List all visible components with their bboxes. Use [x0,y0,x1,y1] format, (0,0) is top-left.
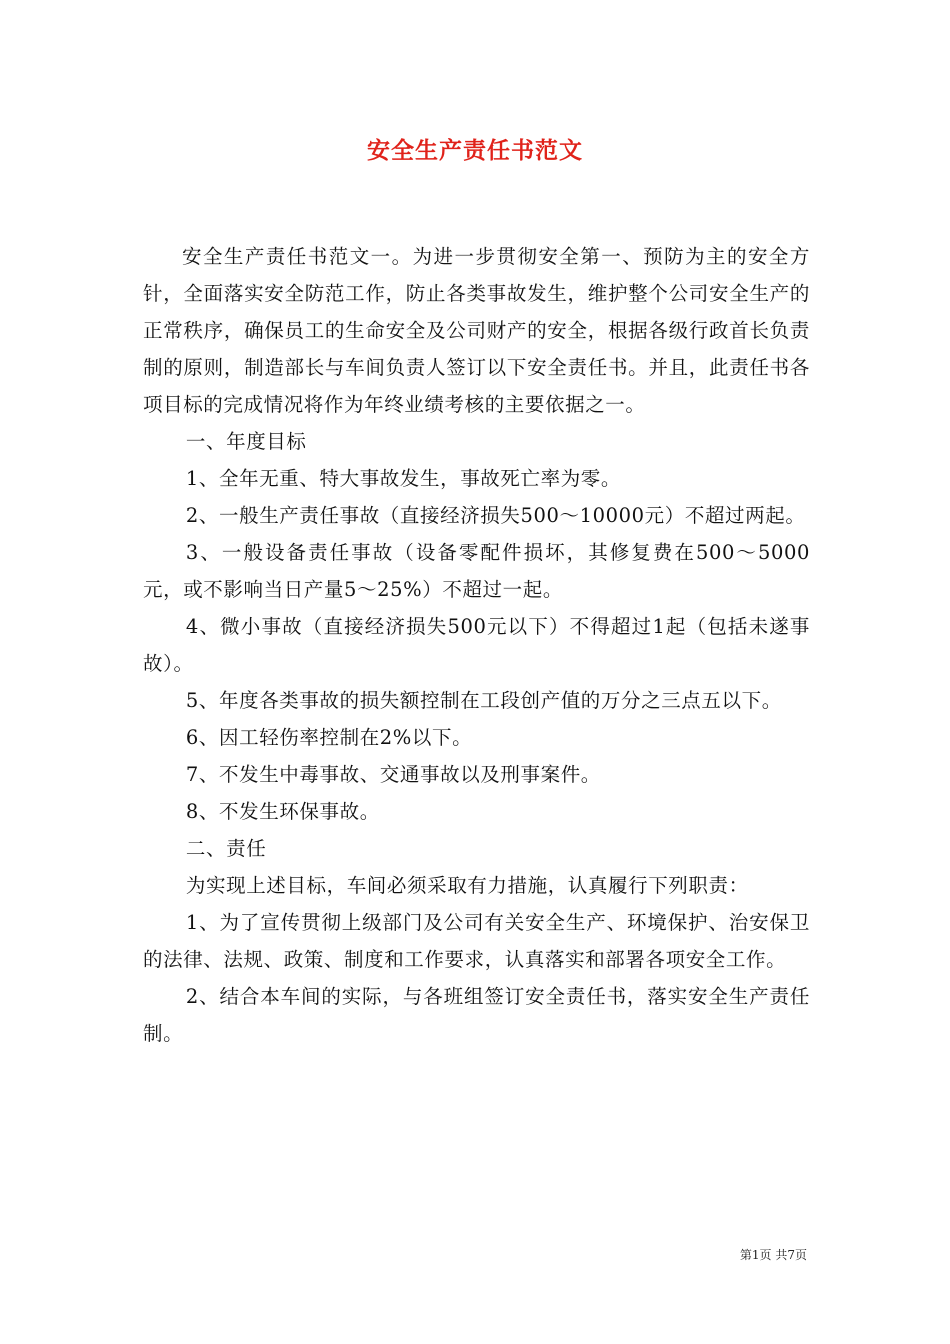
document-title: 安全生产责任书范文 [367,137,583,164]
document-body [143,238,810,1052]
responsibility-item-2: 2、结合本车间的实际，与各班组签订安全责任书，落实安全生产责任制。 [143,985,810,1045]
responsibilities-intro: 为实现上述目标，车间必须采取有力措施，认真履行下列职责： [185,874,749,897]
goal-item-3: 3、一般设备责任事故（设备零配件损坏，其修复费在500～5000元，或不影响当日产量5～25%）不超过一起。 [143,541,810,601]
responsibility-item-1: 1、为了宣传贯彻上级部门及公司有关安全生产、环境保护、治安保卫的法律、法规、政策、制度和工作要求，认真落实和部署各项安全工作。 [143,911,810,971]
page-number-footer: 第1页 共7页 [739,1248,807,1262]
goal-item-2: 2、一般生产责任事故（直接经济损失500～10000元）不超过两起。 [185,504,806,527]
goal-item-6: 6、因工轻伤率控制在2%以下。 [185,726,473,749]
section-heading-responsibilities: 二、责任 [185,837,267,860]
section-heading-annual-goals: 一、年度目标 [185,430,307,453]
goal-item-8: 8、不发生环保事故。 [185,800,380,823]
goal-item-7: 7、不发生中毒事故、交通事故以及刑事案件。 [185,763,601,786]
goal-item-1: 1、全年无重、特大事故发生，事故死亡率为零。 [185,467,621,490]
intro-paragraph: 安全生产责任书范文一。为进一步贯彻安全第一、预防为主的安全方针，全面落实安全防范工作，防止各类事故发生，维护整个公司安全生产的正常秩序，确保员工的生命安全及公司财产的安全，根据各级行政首长负责制的原则，制造部长与车间负责人签订以下安全责任书。并且，此责任书各项目标的完成情况将作为年终业绩考核的主要依据之一。 [143,245,810,416]
goal-item-4: 4、微小事故（直接经济损失500元以下）不得超过1起（包括未遂事故）。 [143,615,810,675]
goal-item-5: 5、年度各类事故的损失额控制在工段创产值的万分之三点五以下。 [185,689,782,712]
